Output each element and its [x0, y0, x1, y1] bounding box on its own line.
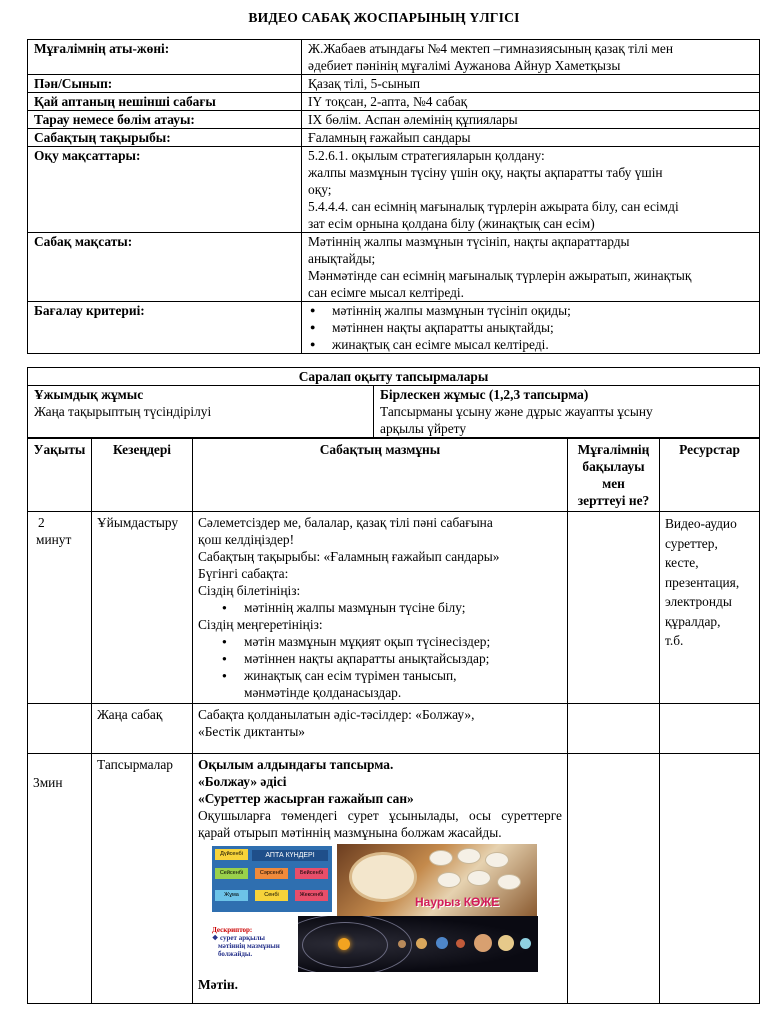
info-label: Қай аптаның нешінші сабағы [28, 93, 302, 111]
info-label: Оқу мақсаттары: [28, 147, 302, 233]
row1-stage: Ұйымдастыру [92, 512, 193, 704]
header-assessment-line: зерттеуі не? [577, 493, 650, 508]
row3-resources [660, 754, 760, 1004]
info-value-line: Ғаламның ғажайып сандары [308, 130, 471, 145]
plate-shape [429, 850, 453, 866]
group-work-cell [28, 386, 374, 438]
info-value-line: Қазақ тілі, 5-сынып [308, 76, 421, 91]
methods-line: «Бестік диктанты» [198, 724, 306, 739]
planet-shape [498, 935, 514, 951]
info-value-line: Мәтіннің жалпы мазмұнын түсініп, нақты ақпараттарды [308, 234, 630, 249]
criteria-item: ● жинақтық сан есімге мысал келтіреді. [308, 336, 753, 353]
criteria-list [308, 302, 753, 353]
list-item: ● мәтін мазмұнын мұқият оқып түсінесіздер; [220, 633, 562, 650]
task-title: «Суреттер жасырған ғажайып сан» [198, 791, 414, 806]
info-value-line: жалпы мазмұнын түсіну үшін оқу, нақты ақпаратты табу үшін [308, 165, 663, 180]
info-value-line: зат есім орнына қолдана білу (жинақтық сан есім) [308, 216, 595, 231]
row2-assessment [568, 704, 660, 754]
plate-shape [485, 852, 509, 868]
descriptor-title: Дескриптор: [212, 926, 253, 934]
list-item: ● жинақтық сан есім түрімен танысып, [220, 667, 562, 684]
resource-line: құралдар, [665, 613, 721, 629]
info-value-line: ІҮ тоқсан, 2-апта, №4 сабақ [308, 94, 468, 109]
resource-line: Видео-аудио [665, 516, 737, 531]
header-resource: Ресурстар [660, 439, 760, 512]
header-stage: Кезеңдері [92, 439, 193, 512]
header-assessment-line: бақылауы [582, 459, 645, 474]
pair-work-line: арқылы үйрету [380, 421, 467, 436]
nauryz-kozhe-image [337, 844, 537, 916]
header-assessment-line: мен [602, 476, 625, 491]
tasks-header: Саралап оқыту тапсырмалары [28, 368, 760, 386]
info-row [28, 93, 760, 111]
plate-shape [467, 870, 491, 886]
know-label: Сіздің білетініңіз: [198, 583, 301, 598]
header-assessment [568, 439, 660, 512]
lesson-info-table [27, 39, 760, 354]
header-content: Сабақтың мазмұны [193, 439, 568, 512]
group-work-line: Жаңа тақырыптың түсіндірілуі [34, 404, 212, 419]
descriptor-note [212, 926, 292, 958]
solar-system-image [298, 916, 538, 972]
info-value-line: әдебиет пәнінің мұғалімі Аужанова Айнур Хаметқызы [308, 58, 621, 73]
descriptor-line: ❖ сурет арқылы [212, 934, 266, 942]
row2-resources [660, 704, 760, 754]
plate-shape [457, 848, 481, 864]
header-time: Уақыты [28, 439, 92, 512]
learn-list [198, 633, 562, 684]
row2-content [193, 704, 568, 754]
info-row [28, 233, 760, 302]
info-value [302, 147, 760, 233]
task-heading: Оқылым алдындағы тапсырма. [198, 757, 394, 772]
descriptor-line: болжайды. [218, 950, 253, 958]
info-value-line: 5.2.6.1. оқылым стратегияларын қолдану: [308, 148, 545, 163]
info-row [28, 129, 760, 147]
task-illustration [210, 844, 538, 974]
weekday-cell: Сейсенбі [215, 868, 248, 879]
resource-line: кесте, [665, 555, 699, 570]
weekday-cell: Дүйсенбі [215, 849, 248, 860]
list-item: ● мәтіннің жалпы мазмұнын түсіне білу; [220, 599, 562, 616]
sun-shape [338, 938, 350, 950]
row3-content [193, 754, 568, 1004]
info-value-line: Ж.Жабаев атындағы №4 мектеп –гимназиясының қазақ тілі мен [308, 41, 674, 56]
info-row [28, 40, 760, 75]
plate-shape [497, 874, 521, 890]
info-value-line: анықтайды; [308, 251, 376, 266]
weekday-cell: Жексенбі [295, 890, 328, 901]
learn-label: Сіздің меңгеретініңіз: [198, 617, 323, 632]
planet-shape [474, 934, 492, 952]
criteria-list-cell [302, 302, 760, 354]
method-name: «Болжау» әдісі [198, 774, 287, 789]
descriptor-line: мәтіннің мазмұнын [218, 942, 280, 950]
orbit-ring [298, 916, 412, 972]
row1-resources [660, 512, 760, 704]
row1-assessment [568, 512, 660, 704]
today-label: Бүгінгі сабақта: [198, 566, 289, 581]
info-value [302, 111, 760, 129]
calendar-title: АПТА КҮНДЕРІ [252, 850, 328, 861]
weekday-cell: Сәрсенбі [255, 868, 288, 879]
lesson-topic-line: Сабақтың тақырыбы: «Ғаламның ғажайып сандары» [198, 549, 500, 564]
row3-stage: Тапсырмалар [92, 754, 193, 1004]
weekday-cell: Бейсенбі [295, 868, 328, 879]
row1-content [193, 512, 568, 704]
row3-time-value: 3мин [33, 775, 63, 790]
pair-work-title: Бірлескен жұмыс (1,2,3 тапсырма) [380, 387, 589, 402]
planet-shape [416, 938, 427, 949]
info-label: Сабақ мақсаты: [28, 233, 302, 302]
text-heading: Мәтін. [198, 977, 238, 992]
resource-line: презентация, [665, 574, 740, 590]
info-value [302, 233, 760, 302]
resource-line: электронды [665, 594, 732, 609]
bowl-shape [349, 852, 417, 902]
group-work-title: Ұжымдық жұмыс [34, 387, 144, 402]
row1-time [28, 512, 92, 704]
list-item: ● мәтіннен нақты ақпаратты анықтайсыздар; [220, 650, 562, 667]
criteria-row [28, 302, 760, 354]
row2-time [28, 704, 92, 754]
header-assessment-line: Мұғалімнің [577, 442, 650, 457]
planet-shape [398, 940, 406, 948]
criteria-item: ● мәтіннің жалпы мазмұнын түсініп оқиды; [308, 302, 753, 319]
info-value-line: Мәнмәтінде сан есімнің мағыналық түрлерін ажыратып, жинақтық [308, 268, 692, 283]
info-row [28, 111, 760, 129]
greeting-line: Сәлеметсіздер ме, балалар, қазақ тілі пәні сабағына [198, 515, 493, 530]
criteria-label: Бағалау критериі: [28, 302, 302, 354]
resource-line: т.б. [665, 633, 684, 648]
info-label: Тарау немесе бөлім атауы: [28, 111, 302, 129]
info-value-line: ІХ бөлім. Аспан әлемінің құпиялары [308, 112, 518, 127]
task-instructions: Оқушыларға төмендегі сурет ұсынылады, осы суреттерге қарай отырып мәтіннің мазмұнына болжам жасайды. [198, 808, 562, 840]
planet-shape [520, 938, 531, 949]
row1-time-value: 2 [38, 515, 45, 530]
differentiated-tasks-table [27, 367, 760, 438]
info-label: Пән/Сынып: [28, 75, 302, 93]
info-value [302, 40, 760, 75]
pair-work-cell [374, 386, 760, 438]
learn-list-tail: мәнмәтінде қолданасыздар. [244, 685, 402, 700]
food-label: Наурыз КӨЖЕ [415, 895, 500, 909]
info-value [302, 93, 760, 111]
row3-time [28, 754, 92, 1004]
methods-line: Сабақта қолданылатын әдіс-тәсілдер: «Болжау», [198, 707, 475, 722]
row1-time-unit: минут [36, 532, 72, 547]
document-title: ВИДЕО САБАҚ ЖОСПАРЫНЫҢ ҮЛГІСІ [248, 10, 520, 25]
pair-work-line: Тапсырманы ұсыну және дұрыс жауапты ұсыну [380, 404, 653, 419]
row3-assessment [568, 754, 660, 1004]
info-value-line: 5.4.4.4. сан есімнің мағыналық түрлерін ажырата білу, сан есімді [308, 199, 679, 214]
info-value [302, 129, 760, 147]
weekdays-calendar-image [212, 846, 332, 912]
planet-shape [456, 939, 465, 948]
info-label: Мұғалімнің аты-жөні: [28, 40, 302, 75]
resource-line: суреттер, [665, 535, 718, 551]
lesson-plan-table [27, 438, 760, 1004]
info-value-line: сан есімге мысал келтіреді. [308, 285, 464, 300]
info-row [28, 75, 760, 93]
info-value-line: оқу; [308, 182, 332, 197]
info-value [302, 75, 760, 93]
info-row [28, 147, 760, 233]
greeting-line: қош келдіңіздер! [198, 532, 295, 547]
row2-stage: Жаңа сабақ [92, 704, 193, 754]
weekday-cell: Сенбі [255, 890, 288, 901]
know-list [198, 599, 562, 616]
info-label: Сабақтың тақырыбы: [28, 129, 302, 147]
plate-shape [437, 872, 461, 888]
criteria-item: ● мәтіннен нақты ақпаратты анықтайды; [308, 319, 753, 336]
planet-shape [436, 937, 448, 949]
weekday-cell: Жұма [215, 890, 248, 901]
